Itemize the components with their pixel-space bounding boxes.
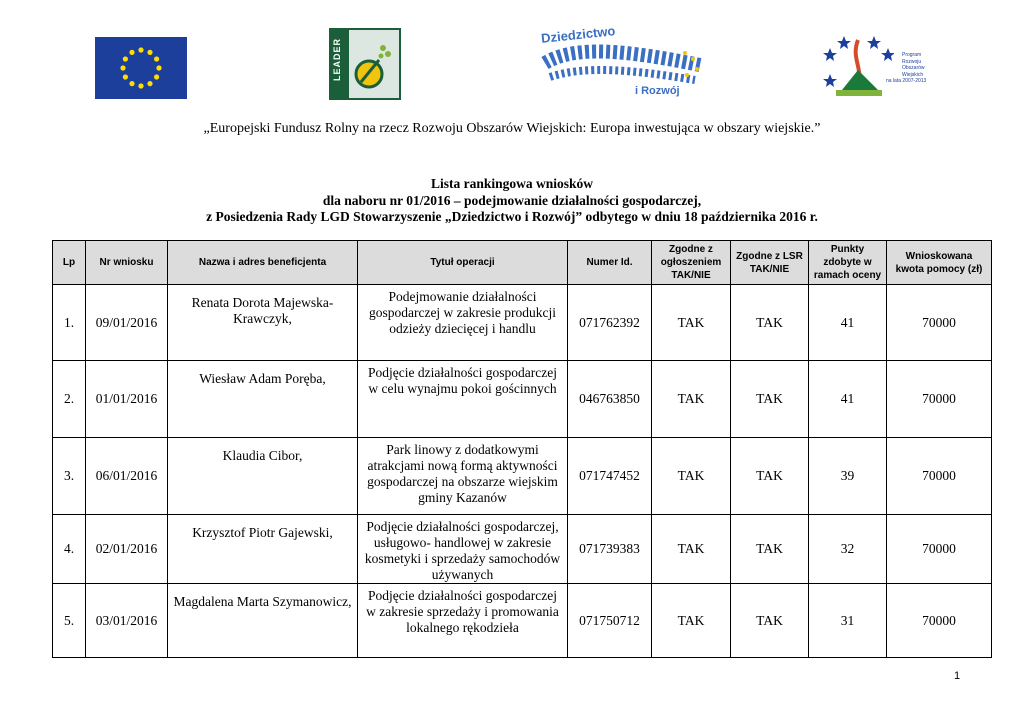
cell-nr: 01/01/2016 <box>86 361 168 438</box>
cell-zgodne-ogl: TAK <box>652 515 731 584</box>
cell-name: Krzysztof Piotr Gajewski, <box>168 515 358 584</box>
cell-id: 071747452 <box>568 438 652 515</box>
cell-title: Podjęcie działalności gospodarczej w celu wynajmu pokoi gościnnych <box>358 361 568 438</box>
table-row <box>53 285 992 361</box>
cell-zgodne-ogl: TAK <box>652 285 731 361</box>
cell-kwota: 70000 <box>887 438 992 515</box>
cell-lp: 5. <box>53 584 86 658</box>
cell-zgodne-ogl: TAK <box>652 361 731 438</box>
cell-title: Podjęcie działalności gospodarczej, usługowo- handlowej w zakresie kosmetyki i sprzedaży samochodów używanych <box>358 515 568 584</box>
col-header-kwota: Wnioskowana kwota pomocy (zł) <box>887 241 992 285</box>
cell-name: Renata Dorota Majewska-Krawczyk, <box>168 285 358 361</box>
table-row <box>53 584 992 658</box>
cell-id: 071762392 <box>568 285 652 361</box>
cell-punkty: 31 <box>809 584 887 658</box>
eu-flag-logo <box>95 37 187 99</box>
dziedzictwo-logo <box>535 25 705 103</box>
prow-logo <box>822 30 942 102</box>
cell-punkty: 32 <box>809 515 887 584</box>
prow-logo-line: na lata 2007-2013 <box>886 78 927 84</box>
fund-statement: „Europejski Fundusz Rolny na rzecz Rozwoju Obszarów Wiejskich: Europa inwestująca w obszary wiejskie.” <box>203 121 821 136</box>
col-header-lp: Lp <box>53 241 86 285</box>
cell-punkty: 39 <box>809 438 887 515</box>
col-header-name: Nazwa i adres beneficjenta <box>168 241 358 285</box>
cell-title: Podjęcie działalności gospodarczej w zakresie sprzedaży i promowania lokalnego rękodzieła <box>358 584 568 658</box>
title-line-1: Lista rankingowa wniosków <box>430 176 594 191</box>
cell-zgodne-ogl: TAK <box>652 438 731 515</box>
dziedzictwo-logo-text-top: Dziedzictwo <box>540 23 616 46</box>
cell-zgodne-lsr: TAK <box>731 584 809 658</box>
cell-name: Klaudia Cibor, <box>168 438 358 515</box>
cell-lp: 2. <box>53 361 86 438</box>
title-line-3: z Posiedzenia Rady LGD Stowarzyszenie „Dziedzictwo i Rozwój” odbytego w dniu 18 października 2016 r. <box>206 209 818 224</box>
cell-title: Park linowy z dodatkowymi atrakcjami nową formą aktywności gospodarczej na obszarze wiejskim gminy Kazanów <box>358 438 568 515</box>
cell-id: 071739383 <box>568 515 652 584</box>
leader-logo-text: LEADER <box>332 38 342 82</box>
cell-zgodne-lsr: TAK <box>731 438 809 515</box>
cell-nr: 06/01/2016 <box>86 438 168 515</box>
cell-id: 071750712 <box>568 584 652 658</box>
cell-punkty: 41 <box>809 285 887 361</box>
col-header-title: Tytuł operacji <box>358 241 568 285</box>
cell-kwota: 70000 <box>887 285 992 361</box>
col-header-punkty: Punkty zdobyte w ramach oceny <box>809 241 887 285</box>
prow-logo-line: Rozwoju <box>902 58 922 65</box>
prow-logo-line: Wiejskich <box>902 71 924 78</box>
col-header-zgodne-lsr: Zgodne z LSR TAK/NIE <box>731 241 809 285</box>
title-line-2: dla naboru nr 01/2016 – podejmowanie działalności gospodarczej, <box>322 192 702 208</box>
document-title <box>0 176 1024 226</box>
table-row <box>53 361 992 438</box>
cell-kwota: 70000 <box>887 361 992 438</box>
cell-punkty: 41 <box>809 361 887 438</box>
cell-lp: 4. <box>53 515 86 584</box>
cell-nr: 02/01/2016 <box>86 515 168 584</box>
cell-nr: 09/01/2016 <box>86 285 168 361</box>
prow-logo-line: Program <box>902 52 922 58</box>
cell-zgodne-lsr: TAK <box>731 361 809 438</box>
ranking-table <box>52 240 992 658</box>
cell-zgodne-ogl: TAK <box>652 584 731 658</box>
cell-lp: 3. <box>53 438 86 515</box>
eu-stars-icon <box>95 37 187 99</box>
col-header-nr: Nr wniosku <box>86 241 168 285</box>
table-header-row <box>53 241 992 285</box>
cell-id: 046763850 <box>568 361 652 438</box>
table-row <box>53 515 992 584</box>
cell-kwota: 70000 <box>887 515 992 584</box>
cell-zgodne-lsr: TAK <box>731 515 809 584</box>
cell-zgodne-lsr: TAK <box>731 285 809 361</box>
page-number: 1 <box>954 670 961 682</box>
cell-kwota: 70000 <box>887 584 992 658</box>
cell-name: Magdalena Marta Szymanowicz, <box>168 584 358 658</box>
cell-nr: 03/01/2016 <box>86 584 168 658</box>
col-header-id: Numer Id. <box>568 241 652 285</box>
cell-name: Wiesław Adam Poręba, <box>168 361 358 438</box>
cell-title: Podejmowanie działalności gospodarczej w zakresie produkcji odzieży dziecięcej i handlu <box>358 285 568 361</box>
col-header-zgodne-ogl: Zgodne z ogłoszeniem TAK/NIE <box>652 241 731 285</box>
prow-logo-line: Obszarów <box>902 65 925 71</box>
dziedzictwo-logo-text-bottom: i Rozwój <box>635 85 680 97</box>
cell-lp: 1. <box>53 285 86 361</box>
table-row <box>53 438 992 515</box>
leader-logo <box>329 28 401 100</box>
